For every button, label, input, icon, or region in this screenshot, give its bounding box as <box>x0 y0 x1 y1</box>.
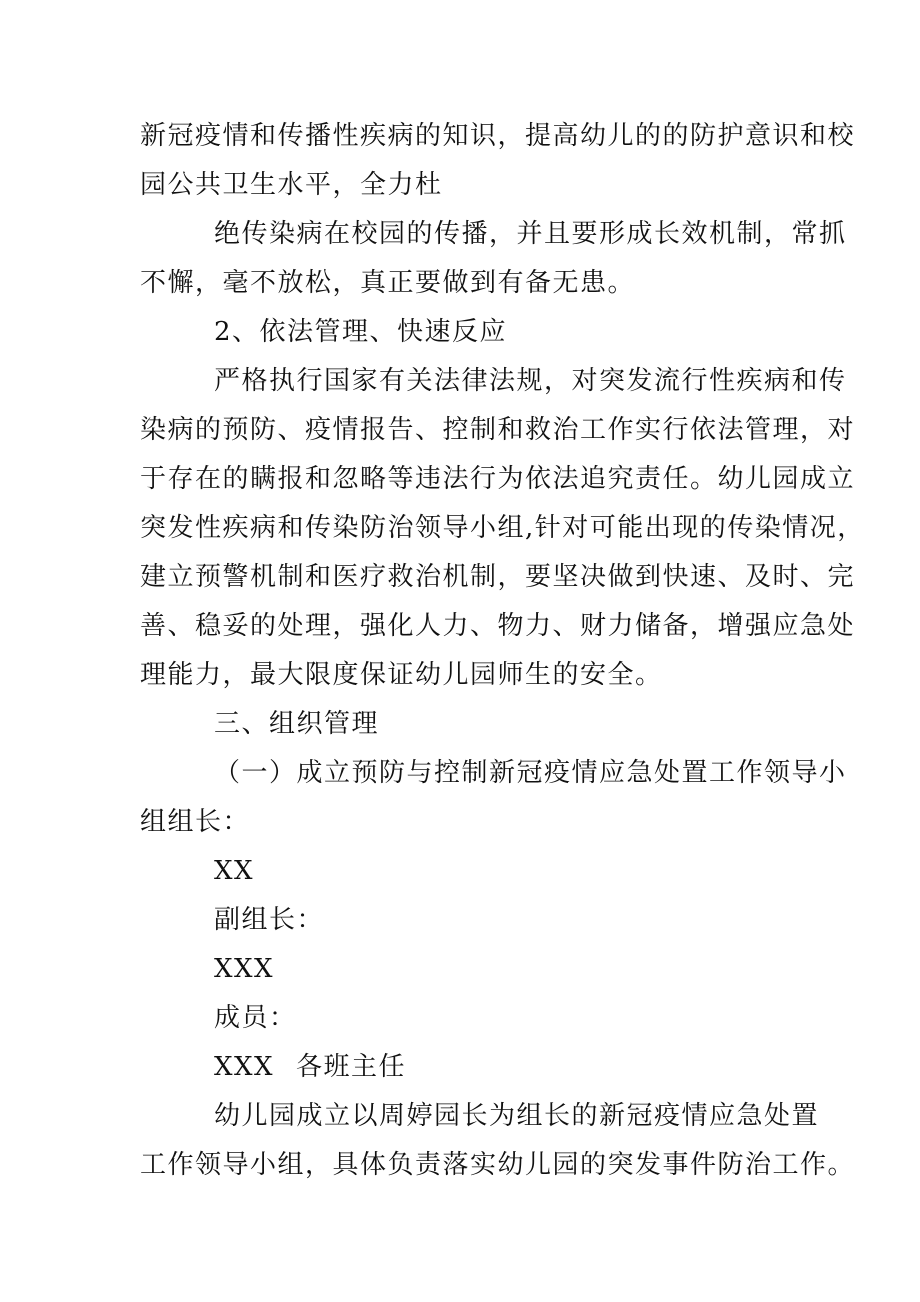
deputy-name: XXX <box>214 954 275 984</box>
paragraph-line: 善、稳妥的处理，强化人力、物力、财力储备，增强应急处 <box>140 611 856 641</box>
leader-name: XX <box>214 856 255 886</box>
paragraph-line: 组组长： <box>140 807 251 837</box>
section-heading: 2、依法管理、快速反应 <box>214 317 508 347</box>
member-name: XXX <box>214 1052 275 1082</box>
paragraph-line: 突发性疾病和传染防治领导小组,针对可能出现的传染情况， <box>140 513 865 543</box>
paragraph-line: 建立预警机制和医疗救治机制，要坚决做到快速、及时、完 <box>140 562 856 592</box>
members-label: 成员： <box>214 1003 297 1033</box>
paragraph-line: 绝传染病在校园的传播，并且要形成长效机制，常抓 <box>214 219 847 249</box>
deputy-label: 副组长： <box>214 905 325 935</box>
paragraph-line: （一）成立预防与控制新冠疫情应急处置工作领导小 <box>214 758 847 788</box>
paragraph-line: 幼儿园成立以周婷园长为组长的新冠疫情应急处置 <box>214 1101 820 1131</box>
paragraph-line: 工作领导小组，具体负责落实幼儿园的突发事件防治工作。 <box>140 1150 856 1180</box>
paragraph-line: 严格执行国家有关法律法规，对突发流行性疾病和传 <box>214 366 847 396</box>
member-role: 各班主任 <box>296 1052 407 1082</box>
paragraph-line: 不懈，毫不放松，真正要做到有备无患。 <box>140 268 636 298</box>
members-line <box>214 1051 406 1083</box>
paragraph-line: 理能力，最大限度保证幼儿园师生的安全。 <box>140 660 663 690</box>
section-heading: 三、组织管理 <box>214 709 380 739</box>
paragraph-line: 园公共卫生水平，全力杜 <box>140 170 443 200</box>
paragraph-line: 染病的预防、疫情报告、控制和救治工作实行依法管理，对 <box>140 415 856 445</box>
paragraph-line: 新冠疫情和传播性疾病的知识，提高幼儿的的防护意识和校 <box>140 121 856 151</box>
paragraph-line: 于存在的瞒报和忽略等违法行为依法追究责任。幼儿园成立 <box>140 464 856 494</box>
